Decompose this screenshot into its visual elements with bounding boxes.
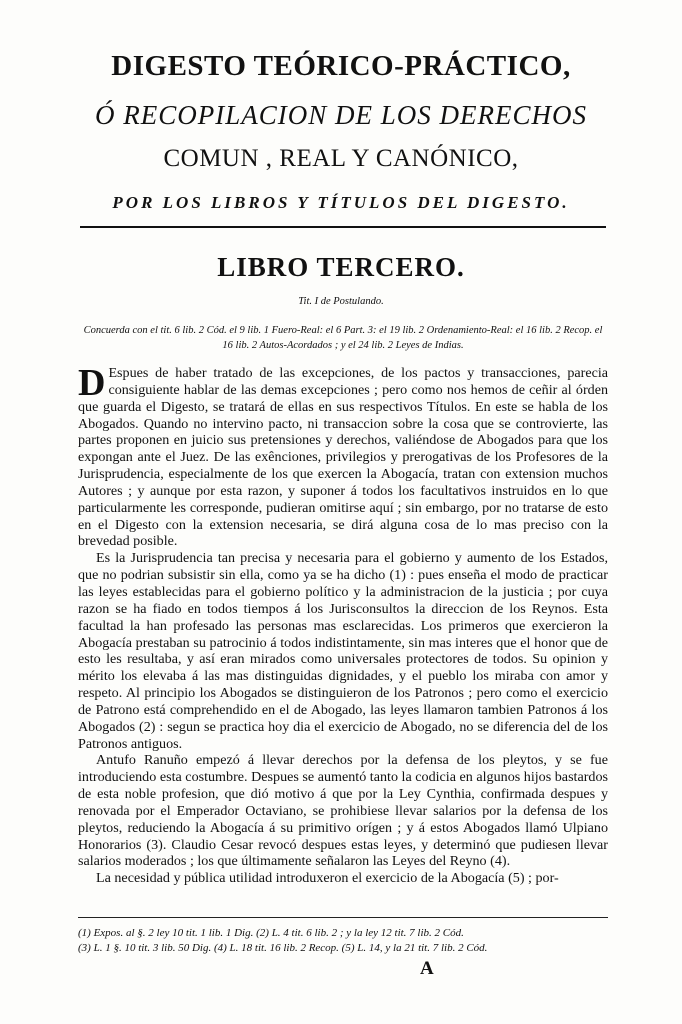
concordance-note: Concuerda con el tit. 6 lib. 2 Cód. el 9 lib. 1 Fuero-Real: el 6 Part. 3: el 19 lib. 2 Ordenamiento-Real: el 16 lib. 2 Recop. el 16 lib. 2 Autos-Acordados ; y el 24 lib. 2 Leyes de Indias.	[83, 325, 603, 351]
title-line-1: DIGESTO TEÓRICO-PRÁCTICO,	[111, 50, 571, 82]
footnote-rule	[78, 917, 608, 918]
title-line-3: COMUN , REAL Y CANÓNICO,	[163, 145, 519, 172]
drop-cap: D	[78, 362, 106, 404]
footnote-line-1: (1) Expos. al §. 2 ley 10 tit. 1 lib. 1 Dig. (2) L. 4 tit. 6 lib. 2 ; y la ley 12 tit. 7 lib. 2 Cód.	[78, 927, 464, 939]
signature-mark: A	[420, 958, 434, 979]
paragraph-1-text: Espues de haber tratado de las excepciones, de los pactos y transacciones, parecia consiguiente hablar de las demas excepciones ; pero como nos hemos de ceñir al órden que guarda el Digesto, se tratará de ellas en sus respectivos Títulos. En este se habla de los Abogados. Quando no intervino pacto, ni transaccion sobre la cosa que se controvierte, las partes proponen en juicio sus pretensiones y derechos, valiéndose de Abogados para que los expongan ante el Juez. De las exênciones, privilegios y prerogativas de los Profesores de la Jurisprudencia, especialmente de los que exercen la Abogacía, tratan con extension muchos Autores ; y aunque por esta razon, y suponer á todos los facultativos instruidos en lo que particularmente les corresponde, pudieran omitirse aquí ; sin embargo, por no tratarse de esto en el Digesto con la extension necesaria, se dirá alguna cosa de lo mas preciso con la brevedad posible.	[78, 365, 608, 550]
paragraph-2: Es la Jurisprudencia tan precisa y necesaria para el gobierno y aumento de los Estados, que no podrian subsistir sin ella, como ya se ha dicho (1) : pues enseña el modo de practicar las leyes establecidas para el gobierno político y la administracion de la justicia ; por cuya razon se ha fiado en todos tiempos á los Jurisconsultos la direccion de los Reynos. Esta facultad la han profesado las personas mas esclarecidas. Los primeros que exercieron la Abogacía prestaban su patrocinio á todos indistintamente, sin mas interes que el honor que de esto les resultaba, y así eran mirados como universales protectores de todos. Su opinion y mérito los elevaba á las mas distinguidas dignidades, y el pueblo los miraba con amor y respeto. Al principio los Abogados se distinguieron de los Patronos ; pero como el exercicio de Patrono está comprehendido en el de Abogado, las leyes llamaron tambien Patronos á los Abogados (2) : segun se practica hoy dia el exercicio de Abogado, no se diferencia del de los Patronos antiguos.	[78, 550, 608, 752]
title-line-4: POR LOS LIBROS Y TÍTULOS DEL DIGESTO.	[112, 193, 570, 212]
title-line-2: Ó RECOPILACION DE LOS DERECHOS	[95, 100, 587, 130]
paragraph-1	[78, 362, 608, 550]
paragraph-4: La necesidad y pública utilidad introduxeron el exercicio de la Abogacía (5) ; por-	[96, 870, 559, 887]
title-rule	[80, 226, 606, 228]
book-heading: LIBRO TERCERO.	[217, 252, 465, 282]
paragraph-3: Antufo Ranuño empezó á llevar derechos por la defensa de los pleytos, y se fue introduciendo esta costumbre. Despues se aumentó tanto la codicia en algunos hijos bastardos de esta noble profesion, que dió motivo á que por la Ley Cynthia, confirmada despues y renovada por el Emperador Octaviano, se prohibiese llevar salarios por la defensa de los pleytos, reduciendo la Abogacía á su primitivo orígen ; y á estos Abogados llamó Ulpiano Honorarios (3). Claudio Cesar revocó despues estas leyes, y determinó que pudiesen llevar salarios moderados ; los que últimamente señalaron las Leyes del Reyno (4).	[78, 752, 608, 870]
titulo-line: Tit. I de Postulando.	[298, 296, 384, 307]
body-text	[78, 362, 608, 887]
footnotes	[78, 926, 608, 956]
footnote-line-2: (3) L. 1 §. 10 tit. 3 lib. 50 Dig. (4) L. 18 tit. 16 lib. 2 Recop. (5) L. 14, y la 21 tit. 7 lib. 2 Cód.	[78, 942, 488, 954]
